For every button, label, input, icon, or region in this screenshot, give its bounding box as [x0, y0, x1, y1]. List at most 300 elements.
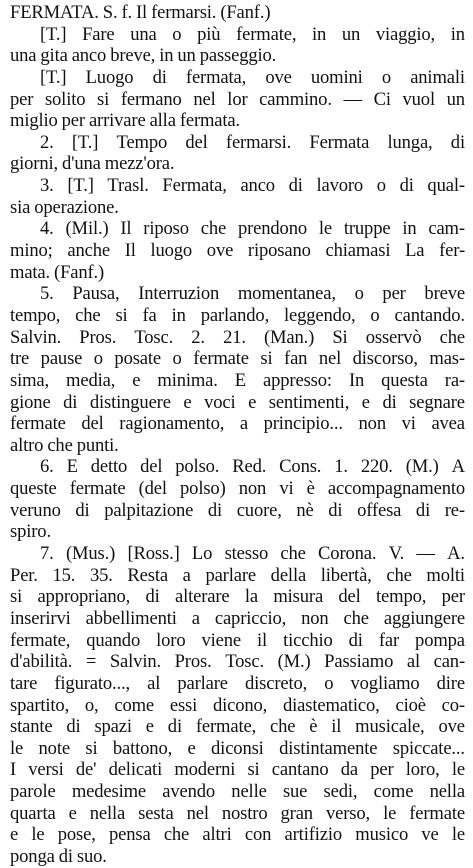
- word: fermate,: [236, 23, 297, 45]
- word: al: [147, 672, 161, 694]
- word: Per.: [10, 564, 38, 586]
- word: più: [197, 23, 221, 45]
- text-line: [10, 630, 465, 652]
- word: e: [248, 391, 257, 413]
- word: della: [270, 564, 307, 586]
- word: fermate: [10, 413, 66, 435]
- word: parlare: [205, 564, 256, 586]
- word: Trasl.: [107, 175, 149, 197]
- word: fermarsi.: [225, 131, 292, 153]
- text-line: [10, 543, 465, 565]
- word: fer-: [439, 240, 465, 262]
- word: capriccio,: [214, 607, 287, 629]
- word: diastematico,: [282, 694, 380, 716]
- word: in: [450, 23, 465, 45]
- word: si: [85, 737, 98, 759]
- text-line: [10, 305, 465, 327]
- word: figurato...,: [54, 672, 131, 694]
- word: E: [66, 456, 78, 478]
- word: non: [238, 478, 267, 500]
- word: Il: [136, 2, 152, 23]
- text-line: [10, 370, 465, 392]
- word: e: [132, 369, 141, 391]
- word: I: [10, 759, 17, 781]
- word: loro,: [405, 759, 440, 781]
- word: abbellimenti: [85, 607, 177, 629]
- word: non: [301, 607, 329, 629]
- word: nè: [296, 499, 314, 521]
- word: verso,: [326, 802, 371, 824]
- word: che: [75, 304, 101, 326]
- word: cantando.: [394, 304, 465, 326]
- word: stesso: [224, 543, 269, 565]
- word: del: [81, 413, 104, 435]
- word: miglio: [10, 110, 62, 132]
- word: de': [75, 759, 97, 781]
- word: 2.: [40, 131, 54, 153]
- word: di: [348, 629, 363, 651]
- word: o: [93, 348, 103, 370]
- word: sesta: [138, 802, 174, 824]
- word: quarta: [10, 802, 56, 824]
- word: sue: [282, 781, 308, 803]
- word: Si: [332, 326, 348, 348]
- text-line: [10, 67, 465, 89]
- word: viene: [201, 629, 241, 651]
- text-line: [10, 132, 465, 154]
- word: che: [280, 543, 306, 565]
- text-line: [10, 218, 465, 240]
- text-line: [10, 608, 465, 630]
- word: uomini: [310, 66, 363, 88]
- word: che: [439, 326, 465, 348]
- word: luogo: [150, 240, 193, 262]
- word: [T.]: [71, 131, 99, 153]
- word: =: [85, 651, 97, 673]
- word: si: [115, 304, 128, 326]
- word: 15.: [52, 564, 76, 586]
- word: libertà,: [320, 564, 372, 586]
- word: loro: [156, 629, 186, 651]
- word: tempo,: [376, 586, 427, 608]
- word: in: [402, 218, 417, 240]
- word: V.: [388, 543, 405, 565]
- word: [T.]: [67, 175, 94, 197]
- word: cam-: [428, 218, 465, 240]
- word: del: [338, 586, 361, 608]
- word: ove: [438, 716, 465, 738]
- text-line: [10, 695, 465, 717]
- word: nostro: [221, 802, 268, 824]
- word: stante: [10, 716, 53, 738]
- word: nel: [186, 802, 209, 824]
- word: lunga,: [387, 131, 433, 153]
- word: di: [63, 391, 78, 413]
- word: (Man.): [264, 326, 315, 348]
- word: una: [130, 23, 157, 45]
- word: d'una: [62, 153, 105, 175]
- word: sia: [10, 196, 35, 218]
- word: fermate,: [195, 716, 257, 738]
- word: (Fanf.): [54, 261, 105, 283]
- word: ove: [206, 240, 234, 262]
- word: Luogo: [85, 66, 134, 88]
- word: (del: [138, 478, 167, 500]
- text-line: [10, 283, 465, 305]
- word: versi: [28, 759, 64, 781]
- word: o: [172, 23, 182, 45]
- word: vogliamo: [350, 672, 420, 694]
- word: A: [451, 456, 465, 478]
- word: pose,: [57, 824, 96, 846]
- word: S.: [102, 2, 122, 23]
- word: viaggio,: [375, 23, 436, 45]
- word: osservò: [365, 326, 422, 348]
- word: le: [10, 737, 24, 759]
- word: una: [10, 45, 41, 67]
- word: (M.): [277, 651, 311, 673]
- text-line: [10, 781, 465, 803]
- word: questa: [381, 369, 428, 391]
- text-line: [10, 327, 465, 349]
- word: che: [163, 824, 190, 846]
- word: di: [145, 586, 160, 608]
- text-line: [10, 824, 465, 846]
- word: truppe: [343, 218, 391, 240]
- word: Pros.: [174, 651, 212, 673]
- word: giorni,: [10, 153, 63, 175]
- text-line: [10, 89, 465, 111]
- text-line: [10, 413, 465, 435]
- word: le: [31, 824, 45, 846]
- word: appresso:: [263, 369, 332, 391]
- word: lavoro: [316, 175, 364, 197]
- word: Ci: [373, 88, 391, 110]
- text-line: [10, 153, 465, 175]
- word: ve: [421, 824, 439, 846]
- word: Salvin.: [109, 651, 161, 673]
- word: le: [451, 824, 465, 846]
- word: media,: [66, 369, 116, 391]
- text-line: [10, 197, 465, 219]
- word: offesa: [357, 499, 402, 521]
- word: cioè: [395, 694, 426, 716]
- word: co-: [441, 694, 465, 716]
- word: fermata,: [185, 66, 247, 88]
- word: animali: [410, 66, 465, 88]
- word: o: [354, 283, 364, 305]
- word: A.: [447, 543, 465, 565]
- word: di: [450, 131, 465, 153]
- word: di: [207, 499, 223, 521]
- word: veruno: [10, 499, 61, 521]
- word: re-: [444, 499, 465, 521]
- word: [T.]: [40, 23, 67, 45]
- word: un: [446, 88, 465, 110]
- text-line: [10, 45, 465, 67]
- text-line: [10, 110, 465, 132]
- word: in: [159, 45, 178, 67]
- word: al: [406, 651, 420, 673]
- word: qual-: [427, 175, 465, 197]
- word: spiro.: [10, 521, 51, 543]
- word: pensa: [108, 824, 151, 846]
- word: alla: [149, 110, 180, 132]
- word: molti: [426, 564, 465, 586]
- word: delicati: [108, 759, 163, 781]
- word: vuol: [402, 88, 435, 110]
- text-line: [10, 2, 465, 24]
- word: o,: [84, 694, 99, 716]
- word: leggendo,: [284, 304, 356, 326]
- word: musico: [355, 824, 409, 846]
- word: palpitazione: [104, 499, 194, 521]
- word: mata.: [10, 261, 55, 283]
- word: Tosc.: [225, 651, 264, 673]
- word: La: [405, 240, 425, 262]
- word: con: [244, 824, 272, 846]
- text-line: [10, 478, 465, 500]
- word: posate: [114, 348, 162, 370]
- word: e: [183, 391, 192, 413]
- word: far: [378, 629, 400, 651]
- word: tre: [10, 348, 30, 370]
- word: dicono,: [212, 694, 268, 716]
- text-line: [10, 521, 465, 543]
- word: (Mil.): [65, 218, 109, 240]
- word: a: [182, 564, 191, 586]
- word: le: [451, 759, 465, 781]
- word: e: [145, 716, 154, 738]
- word: nel: [318, 348, 342, 370]
- word: si: [97, 88, 110, 110]
- word: anche: [67, 240, 110, 262]
- word: 7.: [40, 543, 54, 565]
- word: musicale,: [355, 716, 425, 738]
- word: o: [324, 672, 334, 694]
- word: (Fanf.): [220, 2, 271, 23]
- word: [Ross.]: [127, 543, 180, 565]
- word: nella: [89, 802, 126, 824]
- word: fan: [284, 348, 308, 370]
- word: inserirvi: [10, 607, 71, 629]
- word: si: [247, 759, 260, 781]
- word: un: [177, 45, 200, 67]
- word: tare: [10, 672, 38, 694]
- word: minima.: [157, 369, 218, 391]
- word: artifizio: [284, 824, 343, 846]
- word: si: [10, 586, 23, 608]
- word: nel: [193, 88, 216, 110]
- word: per: [382, 283, 406, 305]
- word: Salvin.: [10, 326, 62, 348]
- word: o: [381, 66, 392, 88]
- word: riposo: [143, 218, 189, 240]
- word: passeggio.: [199, 45, 277, 67]
- word: o: [370, 304, 380, 326]
- word: di: [66, 716, 81, 738]
- word: come: [373, 781, 414, 803]
- word: Pausa,: [72, 283, 120, 305]
- word: (Mus.): [65, 543, 116, 565]
- word: appropriano,: [37, 586, 131, 608]
- word: cuore,: [236, 499, 282, 521]
- word: breve: [424, 283, 465, 305]
- word: FERMATA.: [10, 2, 103, 23]
- word: —: [416, 543, 435, 565]
- word: altro: [10, 434, 48, 456]
- word: e: [361, 391, 370, 413]
- word: per: [441, 586, 465, 608]
- text-line: [10, 586, 465, 608]
- word: ove: [265, 66, 292, 88]
- word: battono,: [112, 737, 173, 759]
- word: Corona.: [318, 543, 377, 565]
- word: di: [328, 499, 343, 521]
- text-line: [10, 24, 465, 46]
- word: in: [171, 304, 186, 326]
- word: Lo: [191, 543, 213, 565]
- word: di: [75, 499, 90, 521]
- word: 4.: [40, 218, 54, 240]
- word: (M.): [405, 456, 439, 478]
- word: voci: [204, 391, 236, 413]
- word: fermate: [193, 348, 249, 370]
- word: 35.: [89, 564, 113, 586]
- word: Cons.: [279, 456, 322, 478]
- word: sima,: [10, 369, 50, 391]
- word: anco: [71, 45, 111, 67]
- word: che: [47, 434, 77, 456]
- word: del: [185, 131, 208, 153]
- word: per: [61, 110, 89, 132]
- word: 2.: [191, 326, 205, 348]
- word: gione: [10, 391, 51, 413]
- word: solito: [44, 88, 86, 110]
- word: il: [257, 629, 268, 651]
- word: parole: [10, 781, 56, 803]
- word: 5.: [40, 283, 54, 305]
- word: mezz'ora.: [104, 153, 175, 175]
- word: Fermata: [309, 131, 370, 153]
- word: da: [340, 759, 359, 781]
- word: Red.: [232, 456, 267, 478]
- word: a: [239, 413, 248, 435]
- word: parlare: [177, 672, 228, 694]
- word: breve,: [110, 45, 160, 67]
- word: Resta: [127, 564, 168, 586]
- text-line: [10, 738, 465, 760]
- word: suo.: [76, 845, 107, 867]
- word: discreto,: [244, 672, 308, 694]
- word: d'abilità.: [10, 651, 73, 673]
- word: Tosc.: [134, 326, 174, 348]
- word: altri: [202, 824, 232, 846]
- word: vi: [401, 413, 416, 435]
- word: nella: [429, 781, 465, 803]
- word: polso): [180, 478, 226, 500]
- word: è: [306, 478, 315, 500]
- word: che: [269, 716, 296, 738]
- text-line: [10, 759, 465, 781]
- word: ponga: [10, 845, 59, 867]
- word: fermate: [69, 478, 126, 500]
- word: punti.: [76, 434, 119, 456]
- word: Passiamo: [324, 651, 394, 673]
- word: avea: [431, 413, 465, 435]
- word: pompa: [415, 629, 465, 651]
- text-line: [10, 456, 465, 478]
- word: distintamente: [279, 737, 378, 759]
- word: Il: [120, 218, 132, 240]
- word: e: [187, 737, 196, 759]
- word: medesime: [71, 781, 146, 803]
- word: f.: [121, 2, 136, 23]
- word: non: [358, 413, 386, 435]
- word: 220.: [360, 456, 393, 478]
- word: nelle: [231, 781, 267, 803]
- text-line: [10, 175, 465, 197]
- word: chiamasi: [325, 240, 391, 262]
- word: di: [58, 845, 77, 867]
- word: E: [234, 369, 247, 391]
- word: quando: [86, 629, 141, 651]
- word: ticchio: [283, 629, 333, 651]
- word: sentimenti,: [268, 391, 350, 413]
- word: misura: [273, 586, 324, 608]
- word: si: [260, 348, 273, 370]
- word: 6.: [40, 456, 54, 478]
- word: 3.: [40, 175, 54, 197]
- word: di: [399, 175, 414, 197]
- text-line: [10, 803, 465, 825]
- word: riposano: [247, 240, 311, 262]
- word: accompagnamento: [327, 478, 465, 500]
- word: can-: [433, 651, 465, 673]
- text-line: [10, 348, 465, 370]
- word: segnare: [409, 391, 465, 413]
- word: In: [348, 369, 365, 391]
- word: in: [312, 23, 327, 45]
- word: fermate: [409, 802, 465, 824]
- word: o: [376, 175, 386, 197]
- word: mino;: [10, 240, 53, 262]
- word: —: [343, 88, 362, 110]
- word: le: [383, 802, 397, 824]
- word: la: [244, 586, 258, 608]
- word: discorso,: [352, 348, 418, 370]
- word: come: [114, 694, 155, 716]
- word: fermate,: [10, 629, 71, 651]
- text-line: [10, 716, 465, 738]
- text-line: [10, 500, 465, 522]
- word: distinguere: [89, 391, 171, 413]
- word: e: [10, 824, 19, 846]
- word: cantano: [271, 759, 329, 781]
- word: Pros.: [79, 326, 117, 348]
- word: gran: [280, 802, 313, 824]
- word: 1.: [334, 456, 348, 478]
- word: a: [191, 607, 200, 629]
- word: principio...: [263, 413, 343, 435]
- word: di: [167, 716, 182, 738]
- word: e: [68, 802, 77, 824]
- word: è: [309, 716, 318, 738]
- word: parlando,: [200, 304, 270, 326]
- text-line: [10, 651, 465, 673]
- word: Tempo: [116, 131, 168, 153]
- text-line: [10, 673, 465, 695]
